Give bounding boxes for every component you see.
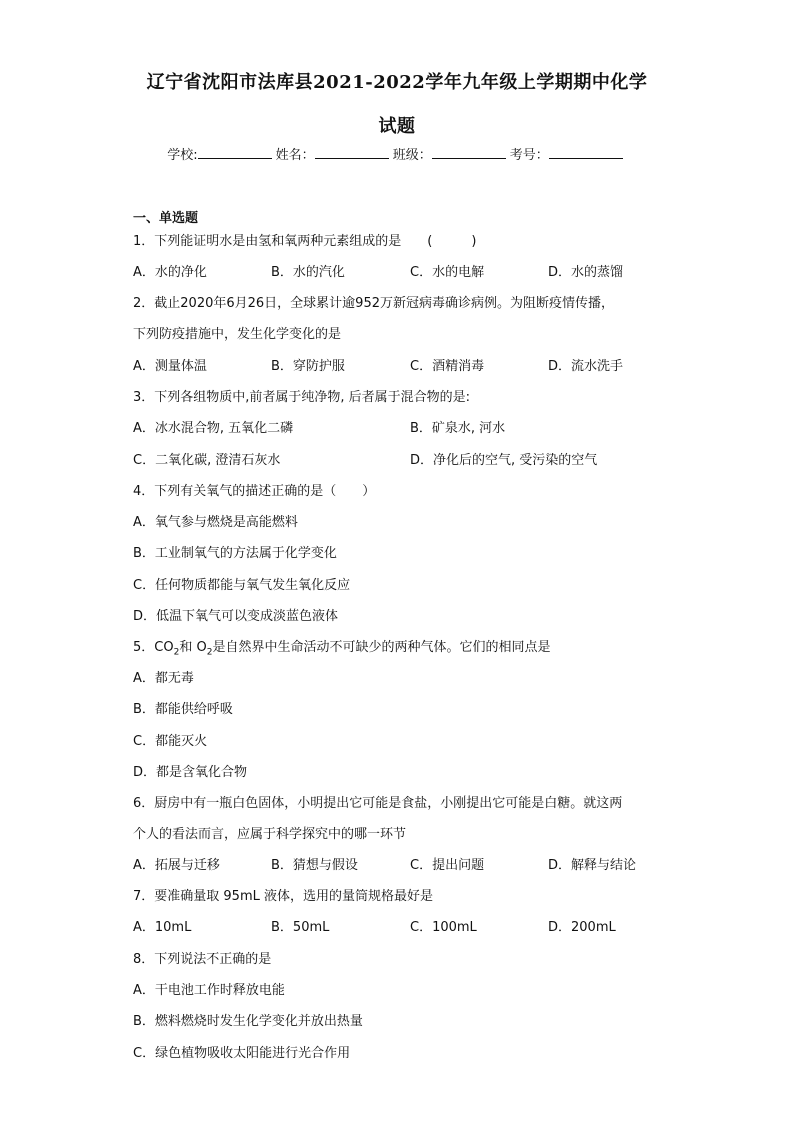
name-blank — [315, 146, 389, 159]
question-8-stem: 8．下列说法不正确的是 — [133, 952, 272, 967]
q5-subscript-1: 2 — [173, 647, 180, 658]
q8-option-a: A．干电池工作时释放电能 — [133, 983, 285, 998]
q7-option-a: A．10mL — [133, 920, 192, 935]
q4-option-c: C．任何物质都能与氧气发生氧化反应 — [133, 578, 351, 593]
student-info-row — [0, 144, 794, 163]
q5-option-c: C．都能灭火 — [133, 734, 208, 749]
question-7-stem: 7．要准确量取 95mL 液体，选用的量筒规格最好是 — [133, 889, 433, 904]
q6-option-a: A．拓展与迁移 — [133, 858, 220, 873]
question-3-stem: 3．下列各组物质中,前者属于纯净物, 后者属于混合物的是: — [133, 390, 471, 405]
q1-option-a: A．水的净化 — [133, 265, 207, 280]
question-6-stem-line2: 个人的看法而言，应属于科学探究中的哪一环节 — [133, 827, 407, 842]
q8-option-c: C．绿色植物吸收太阳能进行光合作用 — [133, 1046, 351, 1061]
q3-option-c: C．二氧化碳, 澄清石灰水 — [133, 453, 281, 468]
q1-option-c: C．水的电解 — [410, 265, 485, 280]
q2-option-c: C．酒精消毒 — [410, 359, 485, 374]
q3-option-b: B．矿泉水, 河水 — [410, 421, 506, 436]
q3-option-d: D．净化后的空气, 受污染的空气 — [410, 453, 598, 468]
question-6-stem-line1: 6．厨房中有一瓶白色固体，小明提出它可能是食盐，小刚提出它可能是白糖。就这两 — [133, 796, 623, 811]
question-5-stem — [133, 640, 550, 661]
question-2-stem-line2: 下列防疫措施中，发生化学变化的是 — [133, 327, 342, 342]
q5-option-d: D．都是含氧化合物 — [133, 765, 248, 780]
question-2-stem-line1: 2．截止2020年6月26日，全球累计逾952万新冠病毒确诊病例。为阻断疫情传播， — [133, 296, 614, 311]
q2-option-a: A．测量体温 — [133, 359, 207, 374]
exam-title-line2: 试题 — [378, 116, 416, 137]
q6-option-c: C．提出问题 — [410, 858, 485, 873]
class-blank — [432, 146, 506, 159]
q4-option-a: A．氧气参与燃烧是高能燃料 — [133, 515, 298, 530]
question-1-stem: 1．下列能证明水是由氢和氧两种元素组成的是 ( ) — [133, 234, 477, 249]
q6-option-d: D．解释与结论 — [548, 858, 637, 873]
school-blank — [198, 146, 272, 159]
q7-option-b: B．50mL — [271, 920, 330, 935]
number-blank — [549, 146, 623, 159]
q6-option-b: B．猜想与假设 — [271, 858, 358, 873]
school-label: 学校: — [167, 148, 198, 163]
q2-option-d: D．流水洗手 — [548, 359, 624, 374]
q5-subscript-2: 2 — [206, 647, 213, 658]
class-label: 班级： — [392, 148, 432, 163]
q7-option-c: C．100mL — [410, 920, 477, 935]
q8-option-b: B．燃料燃烧时发生化学变化并放出热量 — [133, 1014, 363, 1029]
section-title: 一、单选题 — [133, 211, 199, 226]
q4-option-d: D．低温下氧气可以变成淡蓝色液体 — [133, 609, 339, 624]
q1-option-d: D．水的蒸馏 — [548, 265, 624, 280]
q4-option-b: B．工业制氧气的方法属于化学变化 — [133, 546, 337, 561]
q3-option-a: A．冰水混合物, 五氧化二磷 — [133, 421, 294, 436]
number-label: 考号： — [509, 148, 549, 163]
q1-option-b: B．水的汽化 — [271, 265, 345, 280]
name-label: 姓名： — [275, 148, 315, 163]
exam-title-line1: 辽宁省沈阳市法库县2021-2022学年九年级上学期期中化学 — [146, 72, 648, 93]
q5-option-b: B．都能供给呼吸 — [133, 702, 233, 717]
q5-rest: 是自然界中生命活动不可缺少的两种气体。它们的相同点是 — [212, 640, 551, 655]
q5-mid: 和 O — [179, 640, 207, 655]
question-4-stem: 4．下列有关氧气的描述正确的是（ ） — [133, 484, 376, 499]
q5-prefix: 5．CO — [133, 640, 174, 655]
q2-option-b: B．穿防护服 — [271, 359, 345, 374]
q7-option-d: D．200mL — [548, 920, 616, 935]
q5-option-a: A．都无毒 — [133, 671, 194, 686]
